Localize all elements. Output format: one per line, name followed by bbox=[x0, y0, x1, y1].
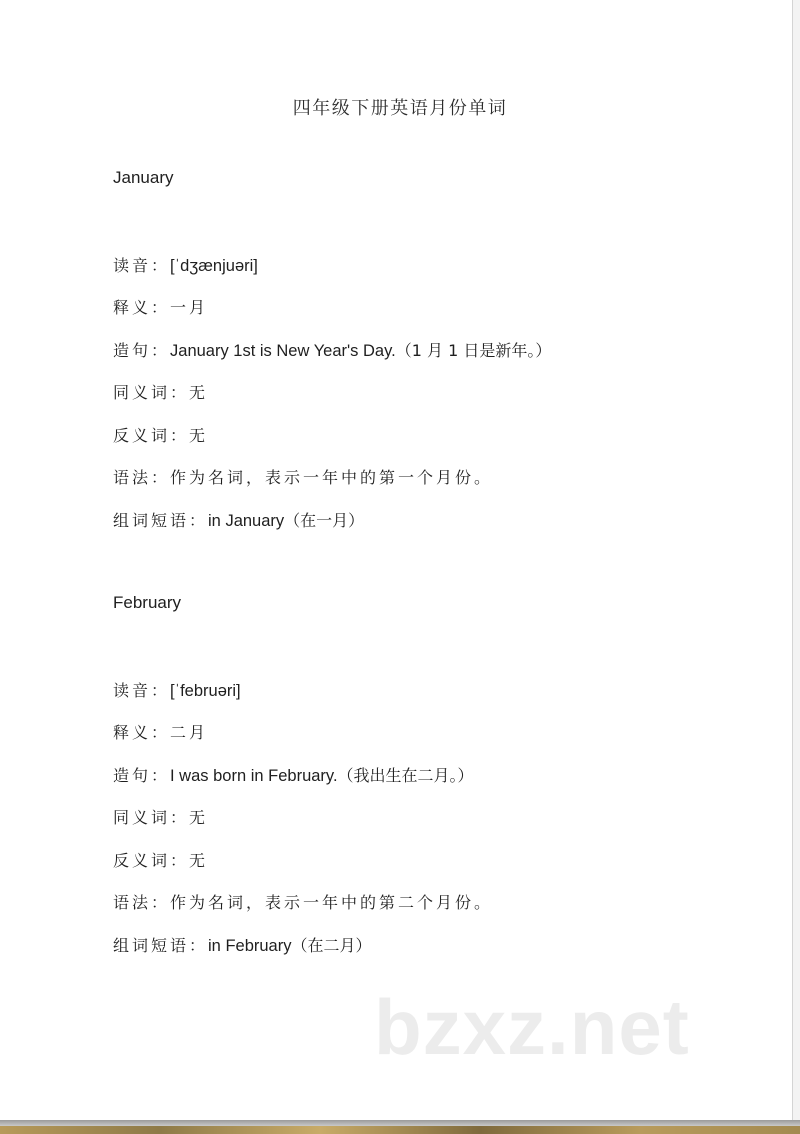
month-word-january: January bbox=[113, 168, 174, 187]
meaning-value: 二月 bbox=[170, 723, 209, 742]
watermark: bzxz.net bbox=[374, 983, 690, 1071]
grammar-line-february bbox=[113, 890, 493, 913]
grammar-line-january bbox=[113, 465, 493, 488]
pronunciation-line-january bbox=[113, 253, 258, 276]
antonym-line-february bbox=[113, 848, 205, 871]
synonym-value: 无 bbox=[189, 383, 206, 402]
phrase-english: in January bbox=[208, 512, 285, 530]
synonym-label: 同义词： bbox=[113, 808, 190, 827]
phrase-line-january bbox=[113, 508, 364, 531]
document-title: 四年级下册英语月份单词 bbox=[292, 98, 508, 119]
antonym-line-january bbox=[113, 423, 205, 446]
meaning-label: 释义： bbox=[113, 723, 171, 742]
month-word-february: February bbox=[113, 593, 182, 612]
antonym-value: 无 bbox=[189, 426, 206, 445]
pronunciation-line-february bbox=[113, 678, 241, 701]
example-line-january bbox=[113, 338, 551, 361]
synonym-value: 无 bbox=[189, 808, 206, 827]
phrase-label: 组词短语： bbox=[113, 936, 209, 955]
antonym-label: 反义词： bbox=[113, 851, 190, 870]
synonym-line-february bbox=[113, 805, 205, 828]
meaning-value: 一月 bbox=[170, 298, 209, 317]
meaning-line-january bbox=[113, 295, 208, 318]
background-strip bbox=[0, 1126, 800, 1134]
grammar-value: 作为名词，表示一年中的第二个月份。 bbox=[170, 893, 494, 912]
meaning-line-february bbox=[113, 720, 208, 743]
example-english: January 1st is New Year's Day. bbox=[170, 342, 396, 360]
antonym-label: 反义词： bbox=[113, 426, 190, 445]
example-chinese: （1 月 1 日是新年。） bbox=[395, 341, 552, 360]
example-label: 造句： bbox=[113, 766, 171, 785]
example-english: I was born in February. bbox=[170, 767, 338, 785]
grammar-value: 作为名词，表示一年中的第一个月份。 bbox=[170, 468, 494, 487]
meaning-label: 释义： bbox=[113, 298, 171, 317]
phrase-chinese: （在一月） bbox=[284, 511, 365, 530]
phrase-english: in February bbox=[208, 937, 292, 955]
pronunciation-value: [ˈdʒænjuəri] bbox=[170, 257, 258, 275]
synonym-label: 同义词： bbox=[113, 383, 190, 402]
phrase-line-february bbox=[113, 933, 371, 956]
example-label: 造句： bbox=[113, 341, 171, 360]
example-chinese: （我出生在二月。） bbox=[337, 766, 474, 785]
synonym-line-january bbox=[113, 380, 205, 403]
example-line-february bbox=[113, 763, 474, 786]
phrase-label: 组词短语： bbox=[113, 511, 209, 530]
grammar-label: 语法： bbox=[113, 893, 171, 912]
pronunciation-label: 读音： bbox=[113, 256, 171, 275]
antonym-value: 无 bbox=[189, 851, 206, 870]
pronunciation-value: [ˈfebruəri] bbox=[170, 682, 241, 700]
grammar-label: 语法： bbox=[113, 468, 171, 487]
phrase-chinese: （在二月） bbox=[291, 936, 372, 955]
pronunciation-label: 读音： bbox=[113, 681, 171, 700]
